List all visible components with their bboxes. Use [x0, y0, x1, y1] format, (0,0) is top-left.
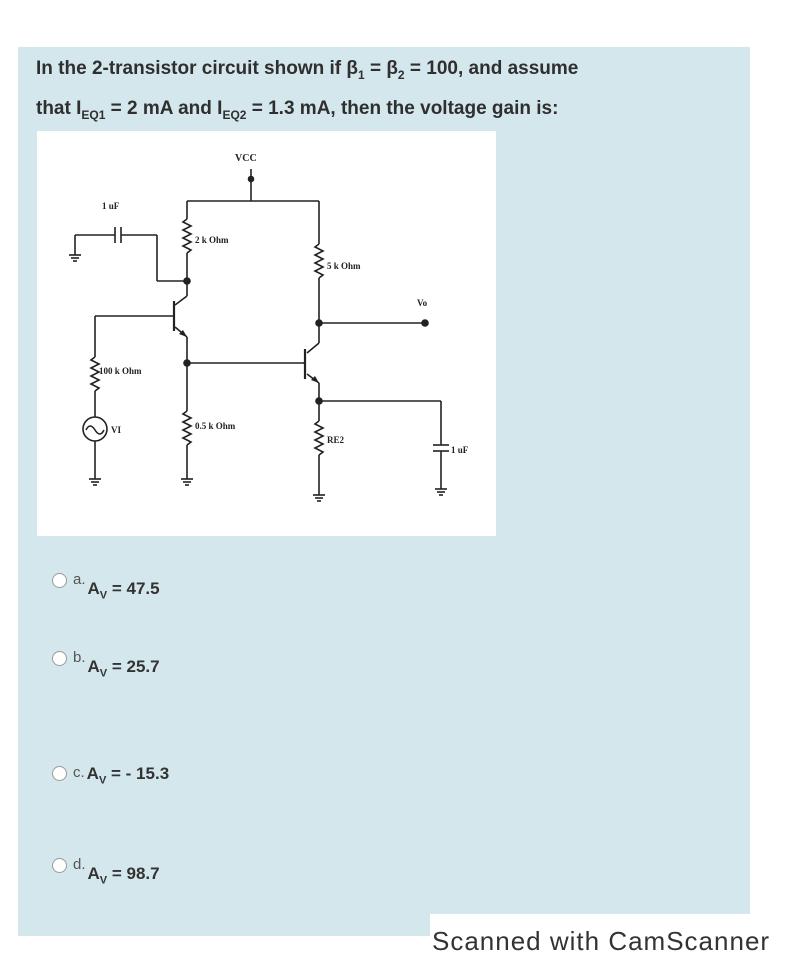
option-symbol: A: [87, 657, 100, 676]
option-symbol: A: [87, 579, 100, 598]
c-out-label: 1 uF: [451, 445, 469, 455]
vo-label: Vo: [417, 298, 428, 308]
option-subscript: V: [98, 774, 107, 787]
resistor-2k: [183, 219, 191, 253]
sine-wave-icon: [86, 426, 104, 434]
option-value: = 98.7: [107, 864, 160, 883]
question-line-1: [36, 52, 736, 92]
question-text-part: In the 2-transistor circuit shown if β: [36, 58, 358, 79]
option-letter: d.: [73, 856, 86, 873]
r-5k-label: 5 k Ohm: [327, 261, 361, 271]
beta1-subscript: 1: [357, 67, 365, 82]
option-symbol: A: [86, 764, 99, 783]
option-letter: c.: [73, 764, 85, 781]
re2-label: RE2: [327, 435, 345, 445]
vi-label: VI: [111, 425, 122, 435]
q1-collector: [175, 296, 187, 305]
option-text: [88, 657, 160, 679]
resistor-0-5k: [183, 411, 191, 445]
circuit-figure: [37, 131, 496, 536]
circuit-diagram: [37, 131, 496, 536]
option-symbol: A: [87, 864, 100, 883]
option-text: [88, 579, 160, 601]
option-letter: b.: [73, 649, 86, 666]
option-value: = 47.5: [107, 579, 160, 598]
option-letter: a.: [73, 571, 86, 588]
r-05k-label: 0.5 k Ohm: [195, 421, 236, 431]
r-100k-label: 100 k Ohm: [99, 366, 142, 376]
option-a[interactable]: [52, 571, 160, 601]
watermark-text: Scanned with CamScanner: [432, 926, 771, 956]
option-text: [87, 764, 169, 786]
vo-terminal: [422, 320, 428, 326]
radio-button[interactable]: [52, 651, 67, 666]
c-in-label: 1 uF: [102, 201, 120, 211]
option-subscript: V: [99, 589, 108, 602]
radio-button[interactable]: [52, 573, 67, 588]
option-subscript: V: [99, 667, 108, 680]
q2-collector: [307, 343, 319, 353]
ieq2-subscript: EQ2: [222, 107, 247, 122]
option-value: = 25.7: [107, 657, 160, 676]
resistor-re2: [315, 421, 323, 455]
question-text-part: that I: [36, 97, 82, 119]
resistor-100k: [91, 357, 99, 391]
ieq1-subscript: EQ1: [81, 107, 106, 122]
resistor-5k: [315, 244, 323, 278]
option-c[interactable]: [52, 764, 169, 786]
option-subscript: V: [99, 874, 108, 887]
question-text-part: = 2 mA and I: [105, 97, 223, 119]
radio-button[interactable]: [52, 858, 67, 873]
option-text: [88, 864, 160, 886]
option-value: = - 15.3: [106, 764, 170, 783]
question-text-part: = 100, and assume: [404, 58, 579, 79]
question-line-2: [36, 92, 736, 132]
beta2-subscript: 2: [397, 67, 405, 82]
question-text: [36, 52, 736, 132]
scanner-watermark: [430, 914, 802, 956]
vcc-label: VCC: [235, 153, 257, 164]
question-text-part: = β: [364, 58, 398, 79]
r-2k-label: 2 k Ohm: [195, 235, 229, 245]
question-text-part: = 1.3 mA, then the voltage gain is:: [246, 97, 559, 119]
radio-button[interactable]: [52, 766, 67, 781]
option-b[interactable]: [52, 649, 160, 679]
option-d[interactable]: [52, 856, 160, 886]
